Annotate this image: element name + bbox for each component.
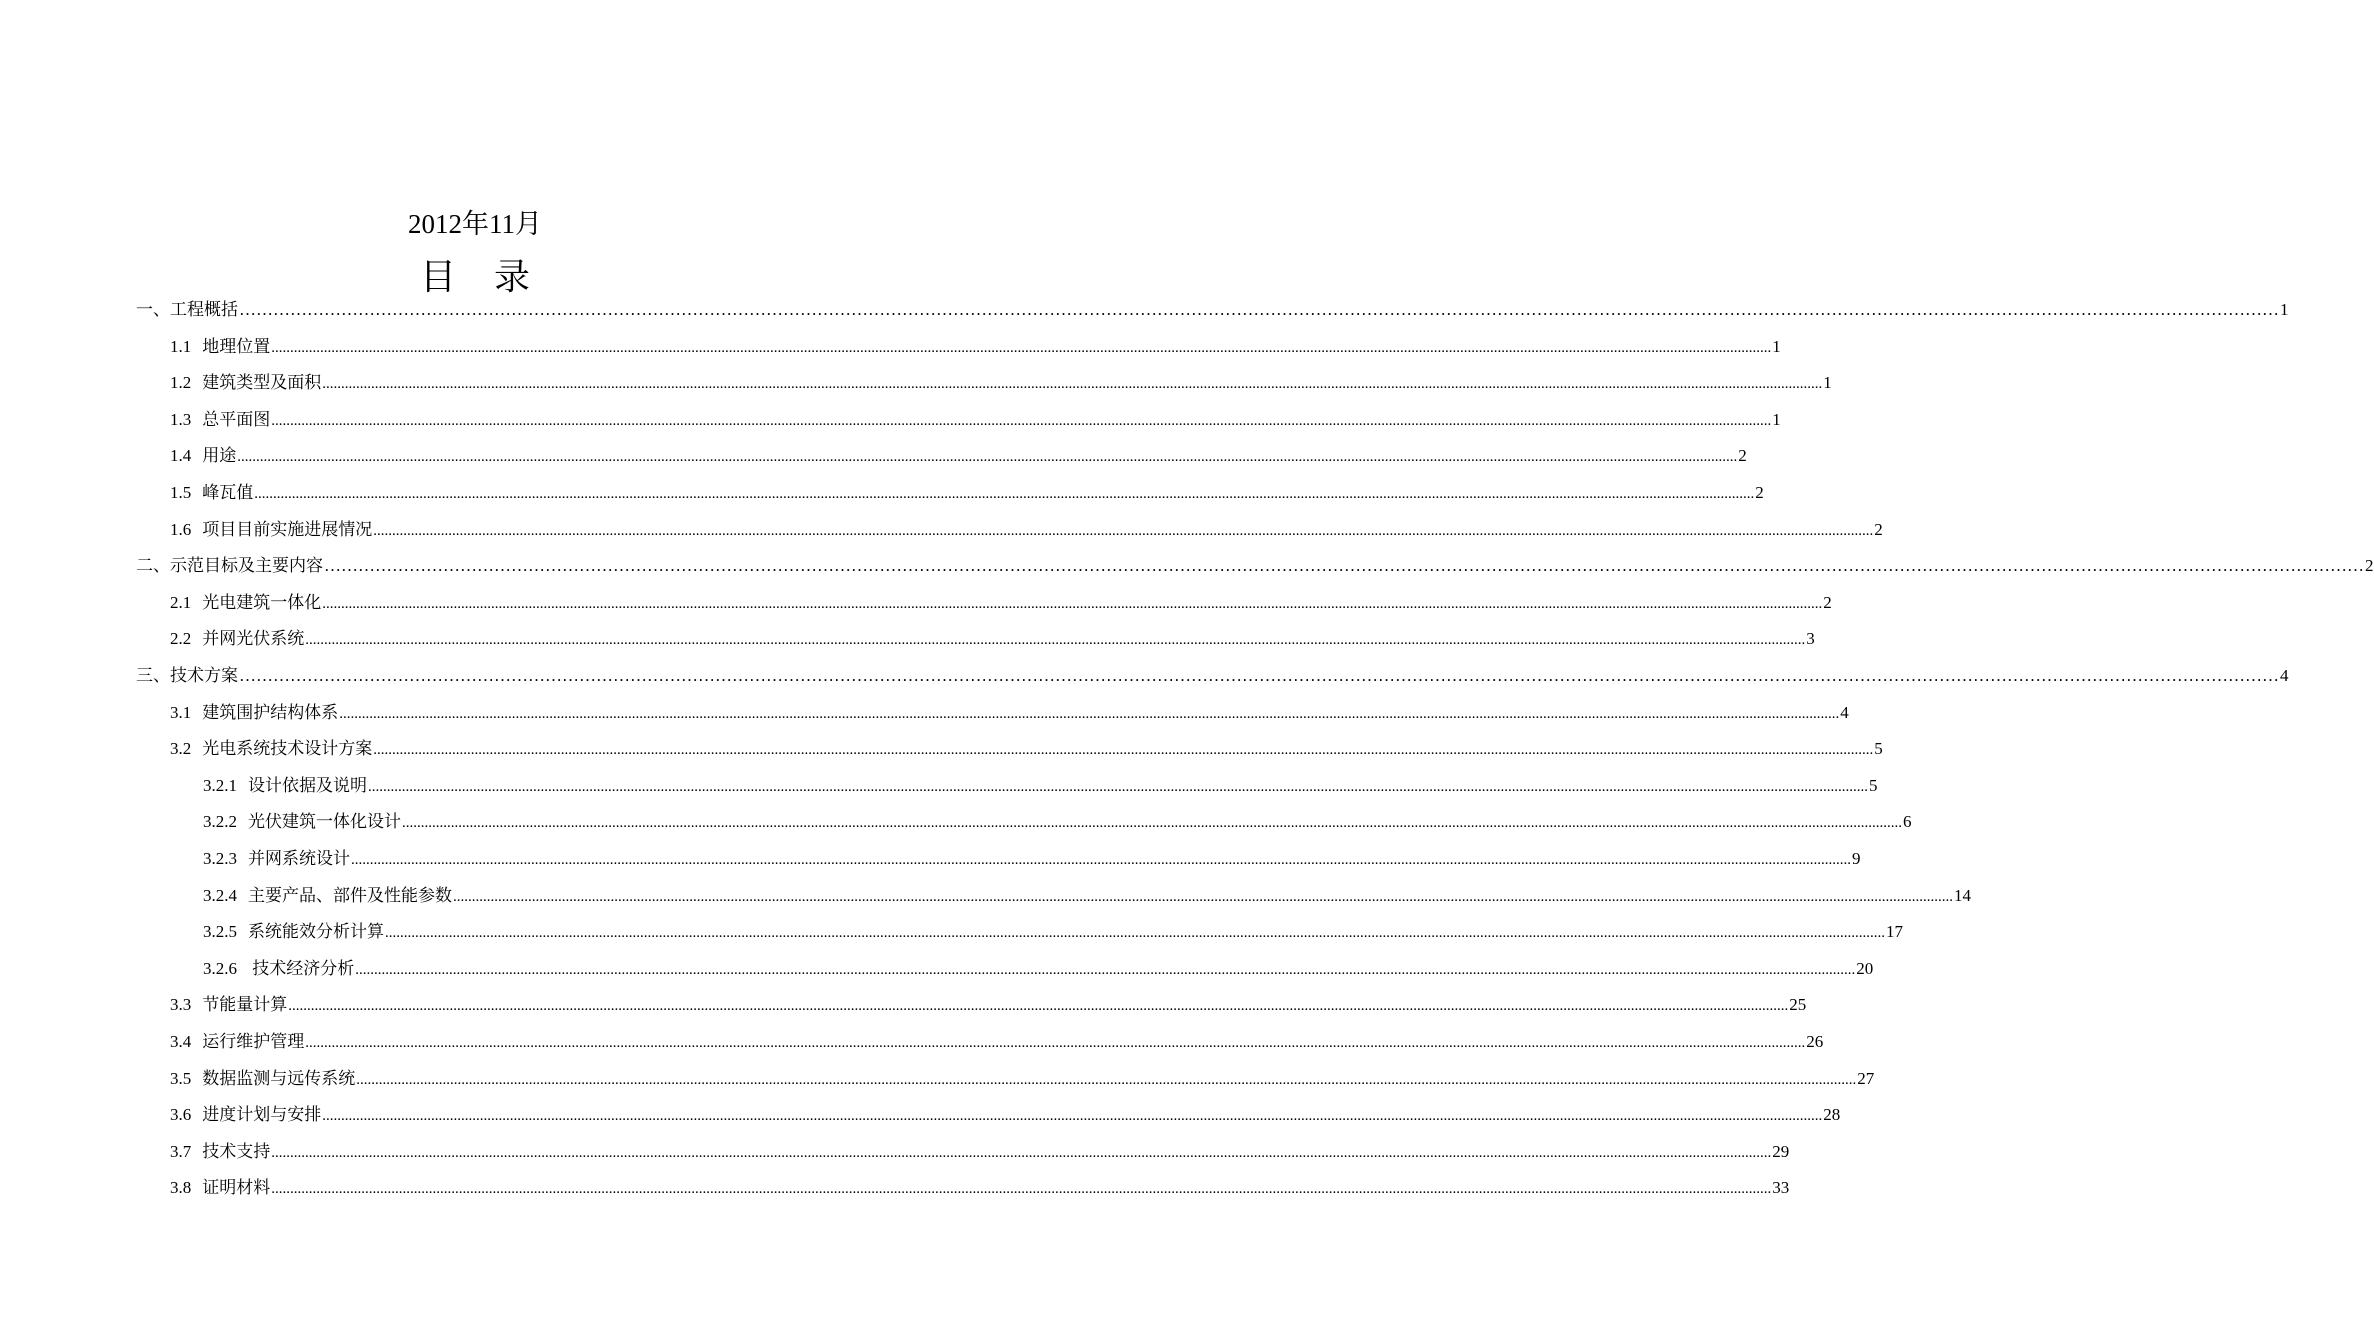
toc-entry-label (170, 365, 321, 401)
toc-entry-label (170, 1061, 355, 1097)
toc-entry-text: 建筑围护结构体系 (202, 702, 339, 722)
toc-page-number: 1 (1772, 336, 1781, 356)
toc-dot-leader: ................................................................................................................................................................................................................................................................................................................................................................................................................ (355, 961, 1856, 978)
toc-entry[interactable] (203, 914, 1903, 950)
toc-page-number: 26 (1806, 1032, 1824, 1051)
toc-entry-text: 并网系统设计 (248, 849, 350, 868)
toc-entry-text: 技术经济分析 (248, 958, 355, 978)
toc-entry-number: 1.6 (170, 519, 192, 539)
toc-page-number: 4 (1840, 702, 1849, 722)
toc-entry-number: 3.4 (170, 1032, 192, 1051)
toc-page-number: 1 (2280, 300, 2289, 319)
toc-dot-leader: ……………………………………………………………………………………………………………………………………………………………………………………………………………………………………………………………………………………………………………………………… (324, 556, 2364, 576)
toc-entry-text: 峰瓦值 (202, 483, 254, 502)
toc-entry-number: 3.3 (170, 995, 192, 1015)
toc-entry[interactable] (170, 1024, 1824, 1060)
toc-entry-text: 运行维护管理 (202, 1032, 305, 1051)
toc-entry-number: 1.2 (170, 373, 192, 393)
toc-entry-text: 三、技术方案 (136, 666, 238, 685)
toc-dot-leader: ……………………………………………………………………………………………………………………………………………………………………………………………………………………………………………………………………………………………………………………………… (239, 300, 2279, 319)
toc-dot-leader: ................................................................................................................................................................................................................................................................................................................................................................................................................ (322, 376, 1823, 393)
toc-page-number: 5 (1874, 739, 1883, 759)
toc-entry-text: 项目目前实施进展情况 (202, 519, 373, 539)
toc-dot-leader: ................................................................................................................................................................................................................................................................................................................................................................................................................ (351, 852, 1851, 868)
toc-entry-number: 1.3 (170, 409, 192, 429)
toc-entry[interactable] (203, 951, 1874, 987)
toc-dot-leader: ................................................................................................................................................................................................................................................................................................................................................................................................................ (402, 815, 1902, 832)
toc-entry-label (203, 804, 401, 840)
toc-page-number: 5 (1869, 775, 1878, 795)
toc-entry[interactable] (203, 841, 1861, 877)
toc-dot-leader: ................................................................................................................................................................................................................................................................................................................................................................................................................ (385, 925, 1885, 942)
toc-dot-leader: ................................................................................................................................................................................................................................................................................................................................................................................................................ (373, 742, 1874, 759)
toc-entry-number: 3.8 (170, 1178, 192, 1198)
toc-entry-number: 3.5 (170, 1068, 192, 1088)
toc-entry-number: 1.1 (170, 336, 192, 356)
toc-page-number: 4 (2280, 666, 2289, 685)
toc-dot-leader: ................................................................................................................................................................................................................................................................................................................................................................................................................ (288, 998, 1789, 1015)
toc-entry-text: 光伏建筑一体化设计 (248, 812, 401, 832)
toc-entry-label (203, 914, 384, 950)
toc-dot-leader: ................................................................................................................................................................................................................................................................................................................................................................................................................ (339, 705, 1840, 722)
toc-entry-number: 2.1 (170, 592, 192, 612)
toc-entry-text: 二、示范目标及主要内容 (136, 556, 323, 576)
toc-entry[interactable] (170, 695, 1849, 731)
toc-entry-text: 主要产品、部件及性能参数 (248, 885, 452, 905)
toc-page-number: 2 (1755, 483, 1764, 502)
toc-entry[interactable] (170, 438, 1747, 474)
toc-entry-number: 2.2 (170, 629, 192, 649)
toc-page-number: 2 (2365, 556, 2374, 576)
toc-entry[interactable] (136, 292, 2289, 328)
toc-entry-text: 节能量计算 (202, 995, 288, 1015)
toc-entry-number: 3.1 (170, 702, 192, 722)
toc-entry-label (170, 1134, 270, 1170)
toc-entry-text: 总平面图 (202, 409, 271, 429)
toc-page-number: 29 (1772, 1141, 1790, 1161)
toc-entry-label (170, 512, 372, 548)
toc-entry[interactable] (203, 804, 1912, 840)
toc-page-number: 25 (1789, 995, 1807, 1015)
toc-dot-leader: ................................................................................................................................................................................................................................................................................................................................................................................................................ (254, 486, 1755, 502)
toc-entry-number: 3.2.6 (203, 958, 237, 978)
toc-page-number: 3 (1806, 629, 1815, 649)
toc-entry-label (203, 841, 350, 877)
toc-entry[interactable] (203, 768, 1878, 804)
toc-dot-leader: ................................................................................................................................................................................................................................................................................................................................................................................................................ (322, 1108, 1823, 1125)
toc-entry-number: 3.2.2 (203, 812, 237, 832)
toc-entry[interactable] (170, 475, 1764, 511)
toc-entry-number: 3.2.4 (203, 885, 237, 905)
toc-entry-label (136, 292, 238, 328)
toc-entry[interactable] (170, 621, 1815, 657)
toc-entry-label (170, 731, 372, 767)
toc-entry[interactable] (170, 1170, 1790, 1206)
toc-entry[interactable] (170, 585, 1832, 621)
toc-entry-number: 1.4 (170, 446, 192, 466)
toc-page-number: 2 (1738, 446, 1747, 466)
toc-page-number: 9 (1852, 849, 1861, 868)
toc-entry-number: 3.2 (170, 739, 192, 759)
toc-page-number: 17 (1886, 922, 1903, 942)
toc-entry-number: 3.2.1 (203, 775, 237, 795)
toc-entry-text: 设计依据及说明 (248, 775, 367, 795)
toc-entry-text: 系统能效分析计算 (248, 922, 384, 942)
toc-entry[interactable] (170, 1134, 1790, 1170)
toc-entry[interactable] (170, 1061, 1875, 1097)
toc-entry-text: 技术支持 (202, 1141, 271, 1161)
toc-entry-label (203, 951, 354, 987)
toc-entry[interactable] (136, 548, 2374, 584)
toc-entry-label (203, 878, 452, 914)
toc-entry-label (170, 402, 270, 438)
toc-dot-leader: ................................................................................................................................................................................................................................................................................................................................................................................................................ (271, 412, 1772, 429)
toc-page-number: 2 (1823, 592, 1832, 612)
toc-dot-leader: ................................................................................................................................................................................................................................................................................................................................................................................................................ (305, 1035, 1806, 1051)
toc-page-number: 6 (1903, 812, 1912, 832)
toc-dot-leader: ................................................................................................................................................................................................................................................................................................................................................................................................................ (322, 595, 1823, 612)
toc-page-number: 27 (1857, 1068, 1875, 1088)
toc-entry-label (170, 1170, 270, 1206)
toc-entry-label (170, 585, 321, 621)
toc-entry-text: 证明材料 (202, 1178, 271, 1198)
toc-entry-text: 进度计划与安排 (202, 1105, 322, 1125)
toc-page-number: 1 (1823, 373, 1832, 393)
toc-entry-label (170, 475, 253, 511)
toc-entry[interactable] (203, 878, 1971, 914)
toc-entry-label (170, 329, 270, 365)
toc-page-number: 33 (1772, 1178, 1790, 1198)
toc-entry-label (136, 548, 323, 584)
toc-entry-number: 3.2.3 (203, 849, 237, 868)
toc-dot-leader: ................................................................................................................................................................................................................................................................................................................................................................................................................ (271, 1144, 1772, 1161)
toc-dot-leader: ................................................................................................................................................................................................................................................................................................................................................................................................................ (453, 888, 1953, 905)
toc-entry-label (170, 1097, 321, 1133)
toc-entry[interactable] (170, 1097, 1841, 1133)
toc-page-number: 2 (1874, 519, 1883, 539)
toc-entry-text: 并网光伏系统 (202, 629, 305, 649)
toc-page-number: 28 (1823, 1105, 1841, 1125)
toc-entry[interactable] (170, 402, 1781, 438)
toc-entry-text: 光电系统技术设计方案 (202, 739, 373, 759)
toc-entry-number: 1.5 (170, 483, 192, 502)
toc-entry[interactable] (170, 731, 1883, 767)
toc-entry[interactable] (170, 329, 1781, 365)
toc-entry-number: 3.7 (170, 1141, 192, 1161)
toc-entry-label (170, 438, 236, 474)
toc-entry-label (170, 1024, 304, 1060)
toc-dot-leader: ................................................................................................................................................................................................................................................................................................................................................................................................................ (368, 778, 1868, 795)
date-line: 2012年11月 (408, 209, 542, 239)
toc-entry-text: 建筑类型及面积 (202, 373, 322, 393)
toc-entry-text: 地理位置 (202, 336, 271, 356)
toc-entry[interactable] (170, 365, 1832, 401)
toc-entry[interactable] (136, 658, 2289, 694)
toc-entry-number: 3.2.5 (203, 922, 237, 942)
toc-entry-label (170, 621, 304, 657)
toc-entry-label (136, 658, 238, 694)
toc-page-number: 20 (1856, 958, 1874, 978)
toc-page-number: 14 (1954, 885, 1971, 905)
toc-entry-text: 一、工程概括 (136, 300, 238, 319)
toc-dot-leader: ……………………………………………………………………………………………………………………………………………………………………………………………………………………………………………………………………………………………………………………………… (239, 666, 2279, 685)
toc-entry-text: 光电建筑一体化 (202, 592, 322, 612)
toc-entry-text: 用途 (202, 446, 237, 466)
toc-entry-number: 3.6 (170, 1105, 192, 1125)
toc-dot-leader: ................................................................................................................................................................................................................................................................................................................................................................................................................ (373, 522, 1874, 539)
toc-title: 目录 (419, 257, 568, 297)
toc-entry[interactable] (170, 987, 1807, 1023)
toc-dot-leader: ................................................................................................................................................................................................................................................................................................................................................................................................................ (237, 449, 1738, 466)
toc-entry-label (170, 987, 287, 1023)
toc-entry-text: 数据监测与远传系统 (202, 1068, 356, 1088)
toc-dot-leader: ................................................................................................................................................................................................................................................................................................................................................................................................................ (271, 1181, 1772, 1198)
toc-entry-label (203, 768, 367, 804)
toc-dot-leader: ................................................................................................................................................................................................................................................................................................................................................................................................................ (356, 1071, 1857, 1088)
toc-page-number: 1 (1772, 409, 1781, 429)
toc-entry-label (170, 695, 338, 731)
toc-dot-leader: ................................................................................................................................................................................................................................................................................................................................................................................................................ (271, 339, 1772, 356)
toc-dot-leader: ................................................................................................................................................................................................................................................................................................................................................................................................................ (305, 632, 1806, 649)
toc-entry[interactable] (170, 512, 1883, 548)
